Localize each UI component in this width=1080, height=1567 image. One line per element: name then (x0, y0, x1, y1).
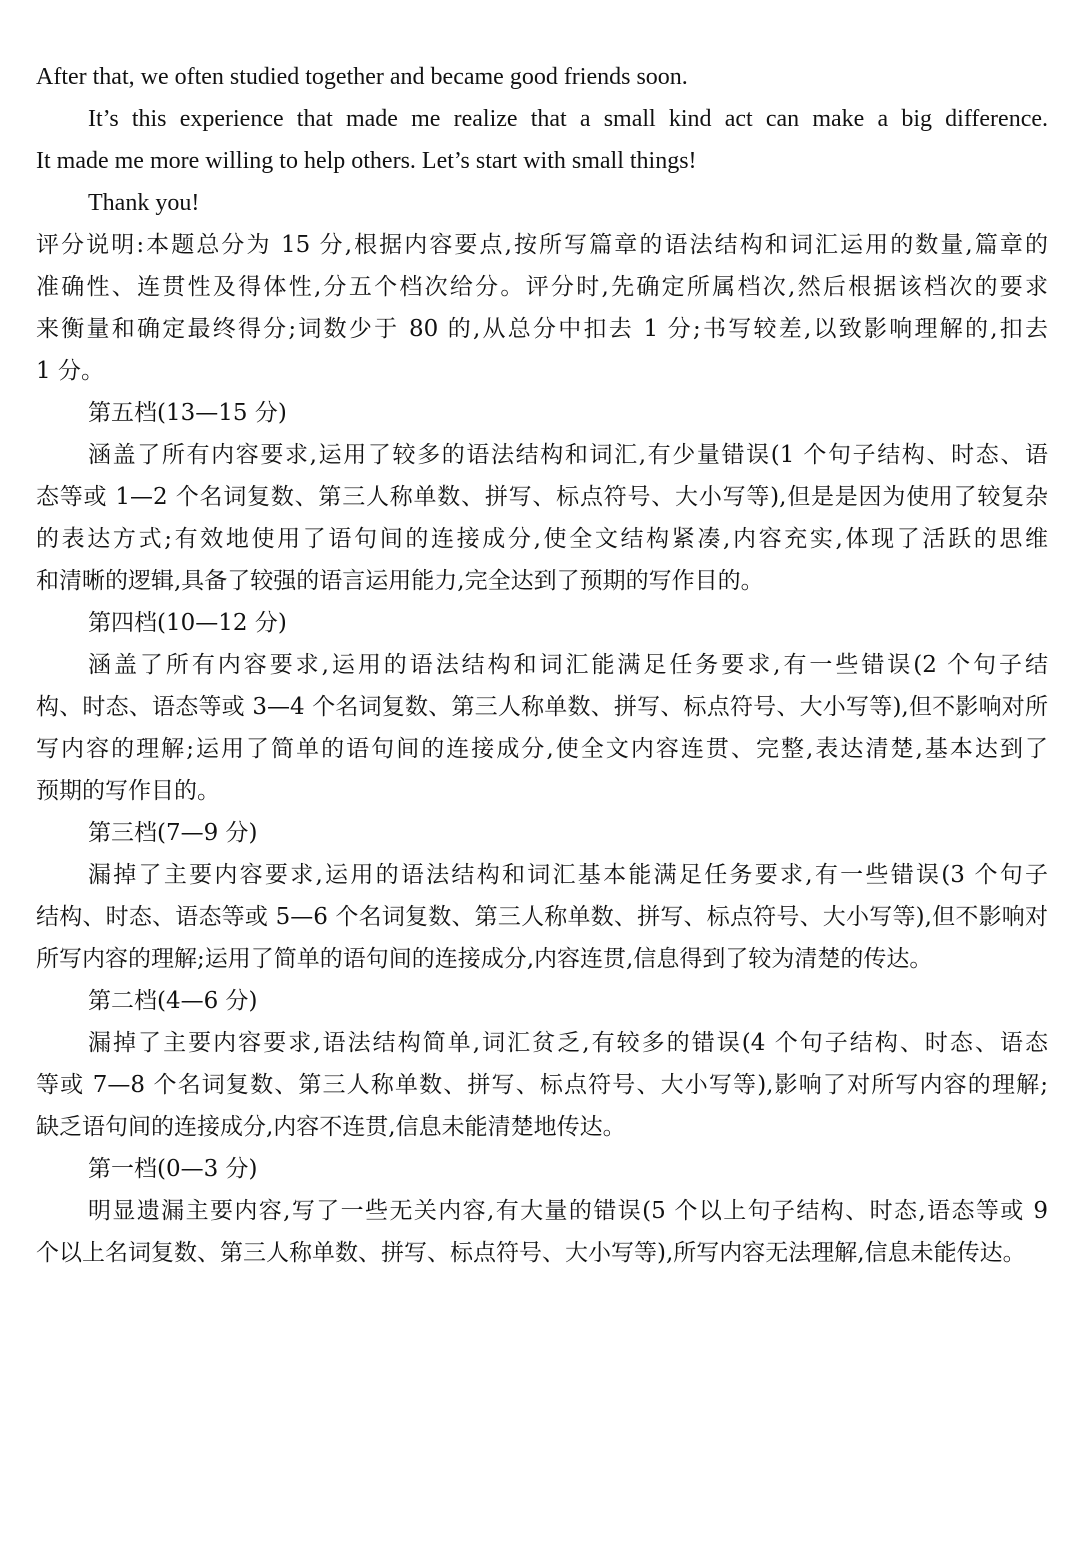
level-5-title: 第五档(13—15 分) (88, 400, 287, 426)
level-3-line: 漏掉了主要内容要求,运用的语法结构和词汇基本能满足任务要求,有一些错误(3 个句子 (88, 862, 1048, 888)
level-2-line: 漏掉了主要内容要求,语法结构简单,词汇贫乏,有较多的错误(4 个句子结构、时态、语态 (88, 1030, 1048, 1056)
level-5-line: 和清晰的逻辑,具备了较强的语言运用能力,完全达到了预期的写作目的。 (36, 568, 764, 594)
text-block (36, 56, 1048, 1274)
essay-line-2: It’s this experience that made me realize that a small kind act can make a big difference. (88, 106, 1048, 132)
level-3-line: 所写内容的理解;运用了简单的语句间的连接成分,内容连贯,信息得到了较为清楚的传达。 (36, 946, 933, 972)
level-1-line: 个以上名词复数、第三人称单数、拼写、标点符号、大小写等),所写内容无法理解,信息未能传达。 (36, 1240, 1026, 1266)
level-5-line: 态等或 1—2 个名词复数、第三人称单数、拼写、标点符号、大小写等),但是是因为使用了较复杂 (36, 484, 1048, 510)
scoring-intro-line-2: 准确性、连贯性及得体性,分五个档次给分。评分时,先确定所属档次,然后根据该档次的要求 (36, 274, 1048, 300)
level-4-line: 写内容的理解;运用了简单的语句间的连接成分,使全文内容连贯、完整,表达清楚,基本达到了 (36, 736, 1048, 762)
level-4-line: 构、时态、语态等或 3—4 个名词复数、第三人称单数、拼写、标点符号、大小写等),但不影响对所 (36, 694, 1048, 720)
scoring-intro-line-1: 评分说明:本题总分为 15 分,根据内容要点,按所写篇章的语法结构和词汇运用的数量,篇章的 (36, 232, 1048, 258)
essay-line-3: It made me more willing to help others. Let’s start with small things! (36, 148, 697, 174)
level-3-title: 第三档(7—9 分) (88, 820, 258, 846)
level-5-line: 涵盖了所有内容要求,运用了较多的语法结构和词汇,有少量错误(1 个句子结构、时态、语 (88, 442, 1048, 468)
level-4-line: 预期的写作目的。 (36, 778, 220, 804)
scoring-intro-line-4: 1 分。 (36, 358, 104, 384)
level-2-title: 第二档(4—6 分) (88, 988, 258, 1014)
essay-line-1: After that, we often studied together and became good friends soon. (36, 64, 688, 90)
level-4-line: 涵盖了所有内容要求,运用的语法结构和词汇能满足任务要求,有一些错误(2 个句子结 (88, 652, 1048, 678)
scoring-intro-line-3: 来衡量和确定最终得分;词数少于 80 的,从总分中扣去 1 分;书写较差,以致影响理解的,扣去 (36, 316, 1048, 342)
level-5-line: 的表达方式;有效地使用了语句间的连接成分,使全文结构紧凑,内容充实,体现了活跃的思维 (36, 526, 1048, 552)
level-1-line: 明显遗漏主要内容,写了一些无关内容,有大量的错误(5 个以上句子结构、时态,语态等或 9 (88, 1198, 1048, 1224)
level-3-line: 结构、时态、语态等或 5—6 个名词复数、第三人称单数、拼写、标点符号、大小写等),但不影响对 (36, 904, 1048, 930)
level-1-title: 第一档(0—3 分) (88, 1156, 258, 1182)
level-2-line: 等或 7—8 个名词复数、第三人称单数、拼写、标点符号、大小写等),影响了对所写内容的理解; (36, 1072, 1048, 1098)
level-4-title: 第四档(10—12 分) (88, 610, 287, 636)
essay-closing: Thank you! (88, 190, 200, 216)
level-2-line: 缺乏语句间的连接成分,内容不连贯,信息未能清楚地传达。 (36, 1114, 626, 1140)
